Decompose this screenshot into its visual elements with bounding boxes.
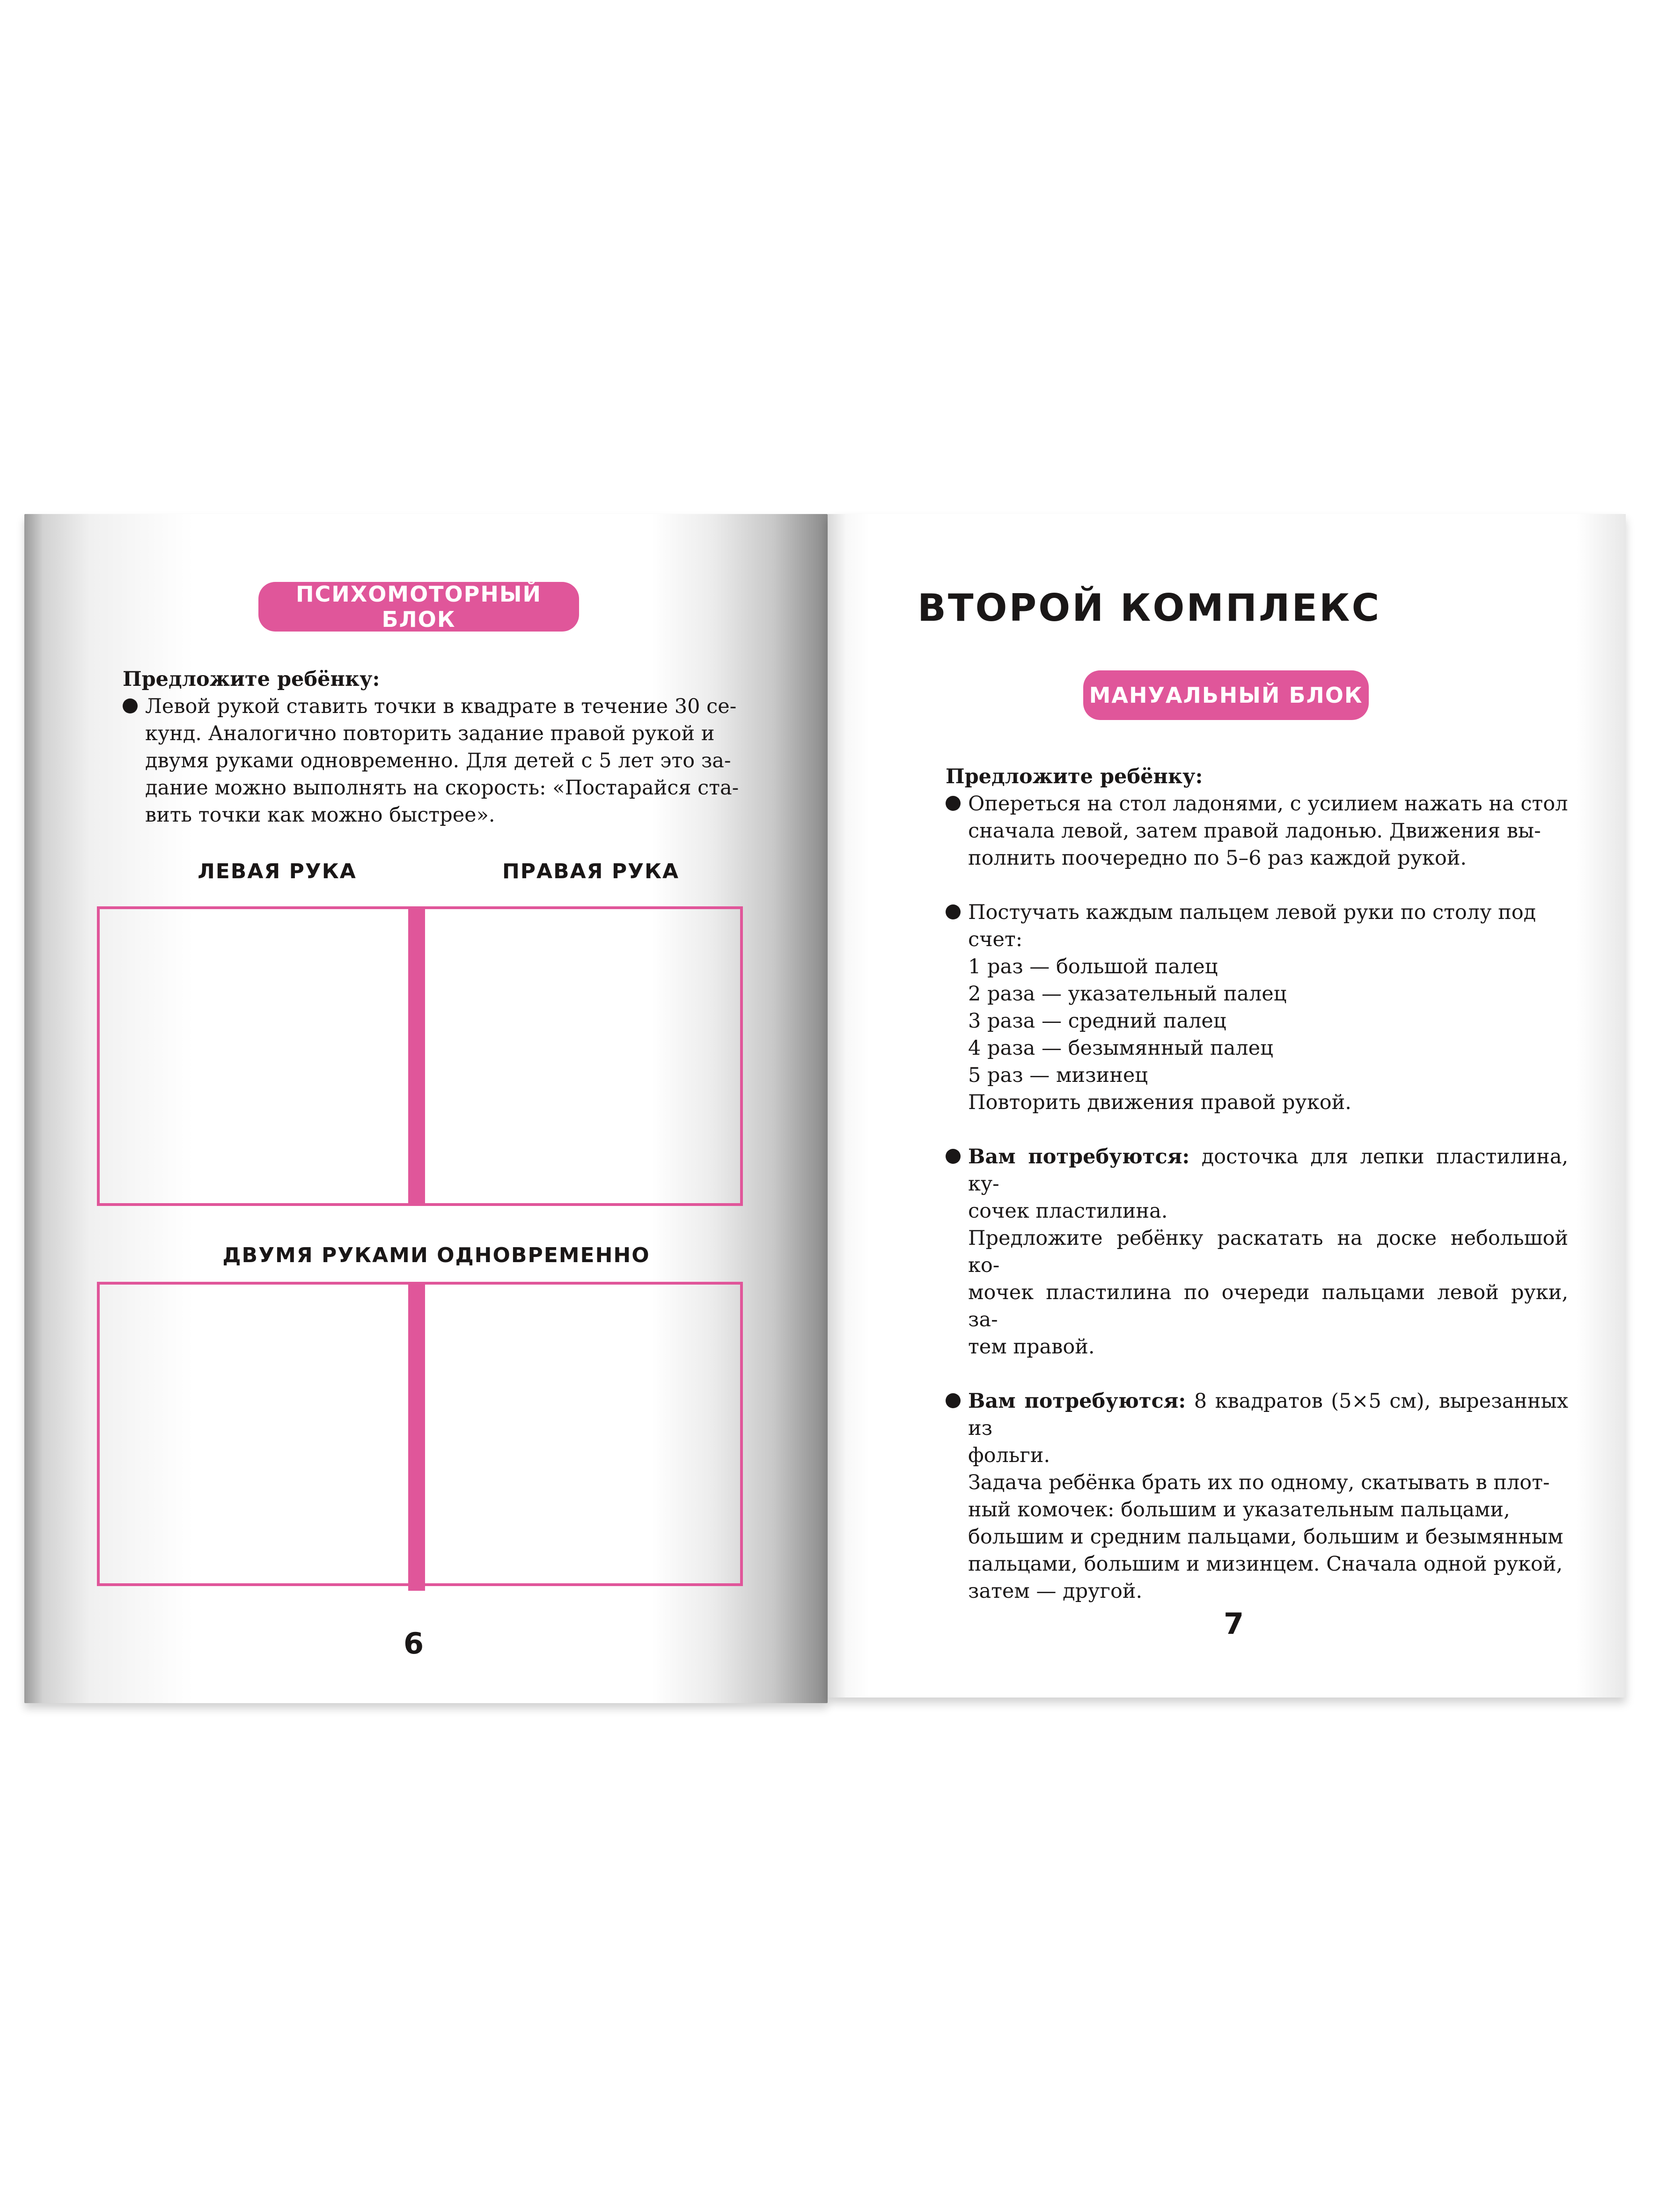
left-bullet-line: Левой рукой ставить точки в квадрате в течение 30 се- bbox=[145, 695, 737, 718]
right-intro: Предложите ребёнку: bbox=[946, 765, 1203, 788]
left-bullet bbox=[123, 693, 764, 829]
item-line: Повторить движения правой рукой. bbox=[968, 1091, 1351, 1114]
needed-label: Вам потребуются: bbox=[968, 1145, 1190, 1168]
bullet-icon bbox=[946, 1149, 961, 1164]
item-line: 3 раза — средний палец bbox=[968, 1009, 1226, 1033]
instruction-item-3 bbox=[946, 1143, 1568, 1360]
manual-block-label: МАНУАЛЬНЫЙ БЛОК bbox=[1083, 670, 1369, 720]
item-text: досточка для лепки пластилина, ку- bbox=[968, 1145, 1569, 1196]
bullet-icon bbox=[946, 904, 961, 919]
item-line: затем — другой. bbox=[968, 1580, 1143, 1603]
right-instructions bbox=[946, 763, 1568, 1605]
item-line: 5 раз — мизинец bbox=[968, 1064, 1148, 1087]
instruction-item-2 bbox=[946, 899, 1568, 1116]
left-page bbox=[24, 514, 828, 1703]
item-line: сочек пластилина. bbox=[968, 1199, 1168, 1223]
both-hands-label: ДВУМЯ РУКАМИ ОДНОВРЕМЕННО bbox=[222, 1243, 650, 1267]
frame-divider bbox=[408, 1282, 425, 1591]
right-hand-label: ПРАВАЯ РУКА bbox=[502, 860, 680, 883]
item-line: сначала левой, затем правой ладонью. Движения вы- bbox=[968, 819, 1541, 843]
item-line: счет: bbox=[968, 928, 1023, 951]
frame-divider bbox=[408, 906, 425, 1206]
item-line: мочек пластилина по очереди пальцами левой руки, за- bbox=[968, 1281, 1568, 1331]
left-hand-label: ЛЕВАЯ РУКА bbox=[198, 860, 357, 883]
left-intro: Предложите ребёнку: bbox=[123, 668, 380, 691]
bullet-icon bbox=[123, 698, 138, 713]
page-number-left: 6 bbox=[404, 1626, 424, 1661]
page-title: ВТОРОЙ КОМПЛЕКС bbox=[918, 586, 1381, 630]
item-line: Предложите ребёнку раскатать на доске небольшой ко- bbox=[968, 1227, 1568, 1277]
page-number-right: 7 bbox=[1224, 1607, 1244, 1641]
item-line: 1 раз — большой палец bbox=[968, 955, 1218, 978]
item-line: полнить поочередно по 5–6 раз каждой рукой. bbox=[968, 846, 1467, 870]
item-line: 2 раза — указательный палец bbox=[968, 982, 1287, 1006]
left-bullet-line: кунд. Аналогично повторить задание правой рукой и bbox=[145, 722, 715, 745]
item-line bbox=[968, 1143, 1568, 1198]
item-line bbox=[968, 1388, 1568, 1442]
psychomotor-block-label: ПСИХОМОТОРНЫЙ БЛОК bbox=[258, 582, 579, 632]
item-line: Задача ребёнка брать их по одному, скатывать в плот- bbox=[968, 1471, 1550, 1494]
item-line: большим и средним пальцами, большим и безымянным bbox=[968, 1525, 1564, 1549]
instruction-item-4 bbox=[946, 1388, 1568, 1605]
item-line: пальцами, большим и мизинцем. Сначала одной рукой, bbox=[968, 1552, 1563, 1576]
item-line: Постучать каждым пальцем левой руки по столу под bbox=[968, 901, 1536, 924]
left-bullet-line: двумя руками одновременно. Для детей с 5 лет это за- bbox=[145, 749, 731, 772]
item-line: фольги. bbox=[968, 1444, 1050, 1467]
item-text: 8 квадратов (5×5 см), вырезанных из bbox=[968, 1389, 1568, 1440]
item-line: тем правой. bbox=[968, 1335, 1095, 1359]
instruction-item-1 bbox=[946, 790, 1568, 872]
item-line: Опереться на стол ладонями, с усилием нажать на стол bbox=[968, 792, 1568, 816]
left-bullet-line: вить точки как можно быстрее». bbox=[145, 803, 495, 827]
left-bullet-line: дание можно выполнять на скорость: «Постарайся ста- bbox=[145, 776, 739, 800]
bullet-icon bbox=[946, 796, 961, 811]
bullet-icon bbox=[946, 1393, 961, 1408]
item-line: 4 раза — безымянный палец bbox=[968, 1036, 1273, 1060]
item-line: ный комочек: большим и указательным пальцами, bbox=[968, 1498, 1510, 1521]
needed-label: Вам потребуются: bbox=[968, 1389, 1186, 1413]
left-instructions bbox=[123, 666, 764, 829]
